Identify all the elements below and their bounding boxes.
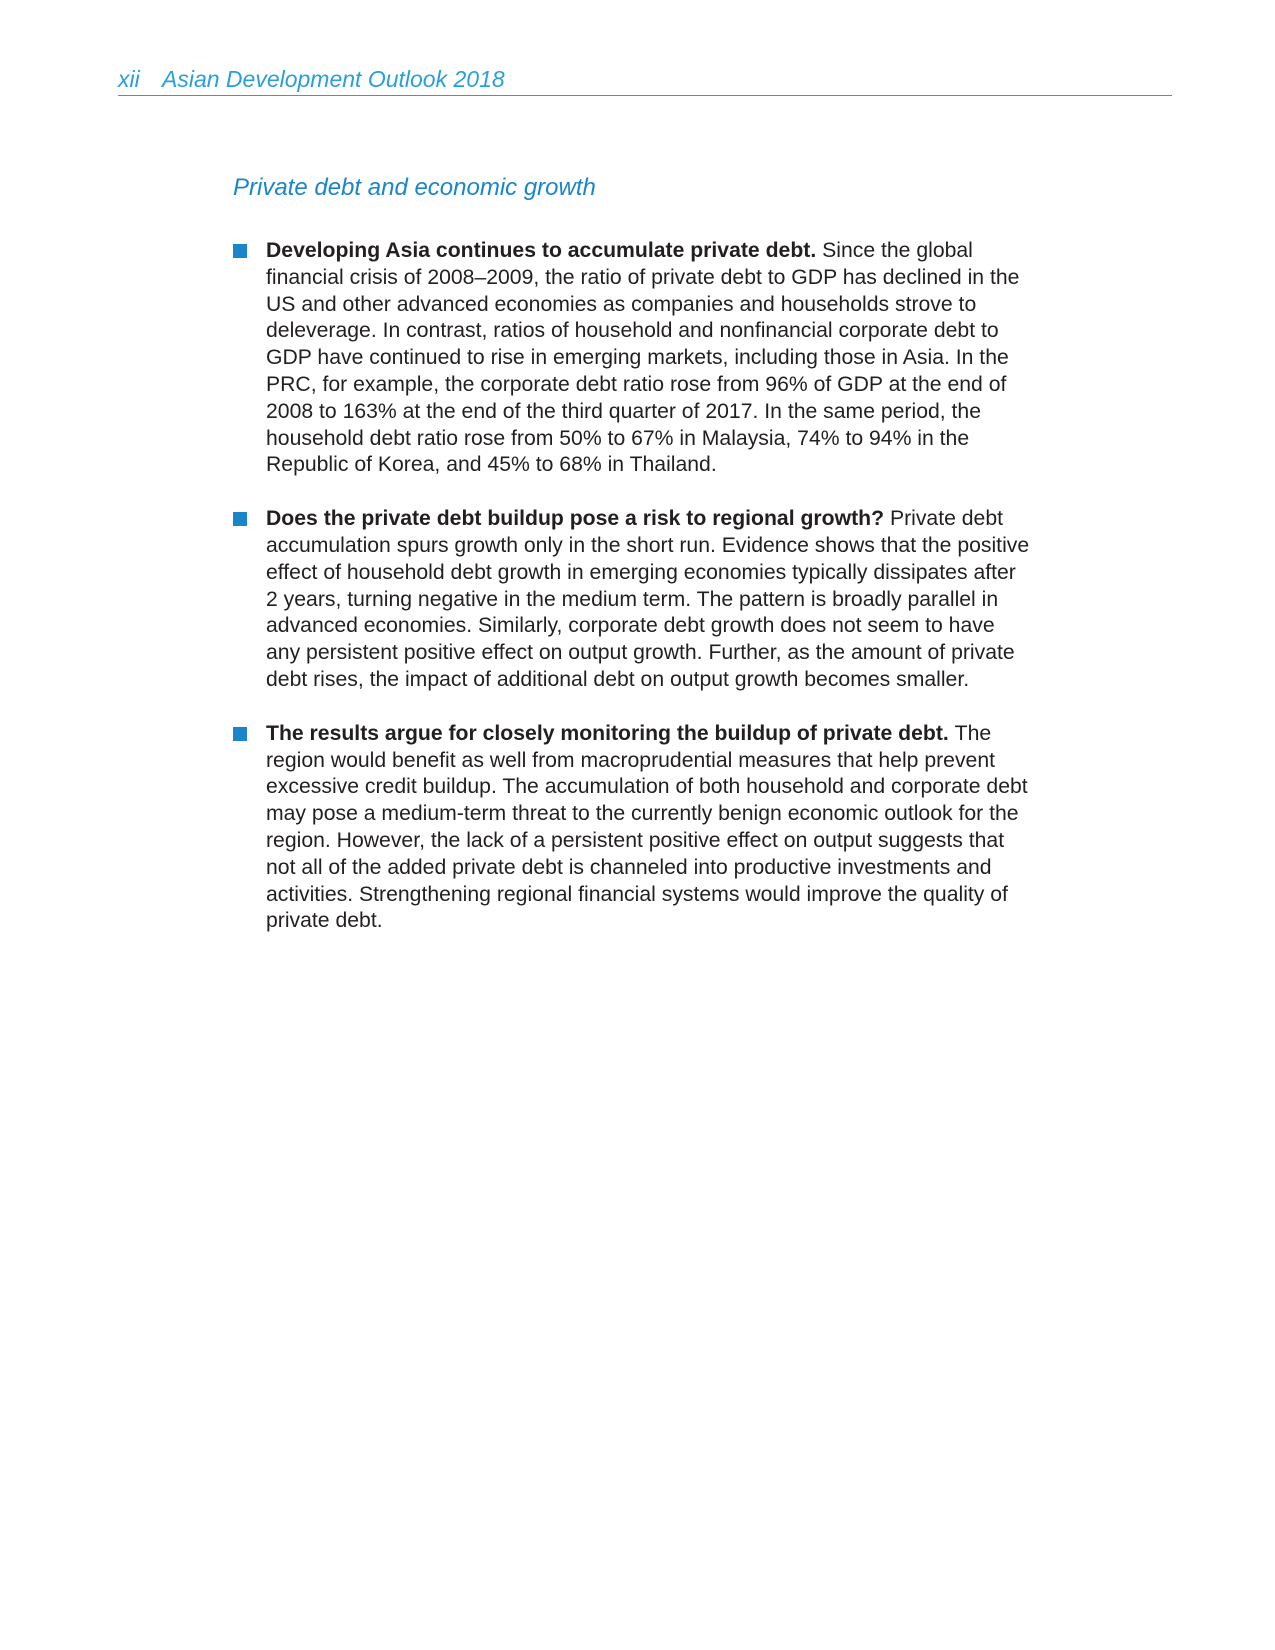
bullet-text: Since the global financial crisis of 2008–2009, the ratio of private debt to GDP has declined in the US and other advanced economies as companies and households strove to deleverage. In contrast, ratios of household and nonfinancial corporate debt to GDP have continued to rise in emerging markets, including those in Asia. In the PRC, for example, the corporate debt ratio rose from 96% of GDP at the end of 2008 to 163% at the end of the third quarter of 2017. In the same period, the household debt ratio rose from 50% to 67% in Malaysia, 74% to 94% in the Republic of Korea, and 45% to 68% in Thailand. [266,239,1020,477]
square-bullet-icon [233,512,247,526]
bullet-item [233,721,1033,935]
bullet-list [233,238,1033,962]
bullet-lead: The results argue for closely monitoring the buildup of private debt. [266,721,955,745]
bullet-text: Private debt accumulation spurs growth only in the short run. Evidence shows that the positive effect of household debt growth in emerging economies typically dissipates after 2 years, turning negative in the medium term. The pattern is broadly parallel in advanced economies. Similarly, corporate debt growth does not seem to have any persistent positive effect on output growth. Further, as the amount of private debt rises, the impact of additional debt on output growth becomes smaller. [266,507,1030,691]
publication-title: Asian Development Outlook 2018 [162,66,505,92]
bullet-text: The region would benefit as well from macroprudential measures that help prevent excessive credit buildup. The accumulation of both household and corporate debt may pose a medium-term threat to the currently benign economic outlook for the region. However, the lack of a persistent positive effect on output suggests that not all of the added private debt is channeled into productive investments and activities. Strengthening regional financial systems would improve the quality of private debt. [266,721,1028,933]
bullet-item [233,506,1033,694]
square-bullet-icon [233,727,247,741]
page-number: xii [118,66,140,92]
square-bullet-icon [233,244,247,258]
bullet-lead: Does the private debt buildup pose a risk to regional growth? [266,507,890,531]
section-title: Private debt and economic growth [233,174,596,201]
bullet-lead: Developing Asia continues to accumulate private debt. [266,239,823,262]
bullet-item [233,238,1033,479]
running-header [118,62,1172,96]
